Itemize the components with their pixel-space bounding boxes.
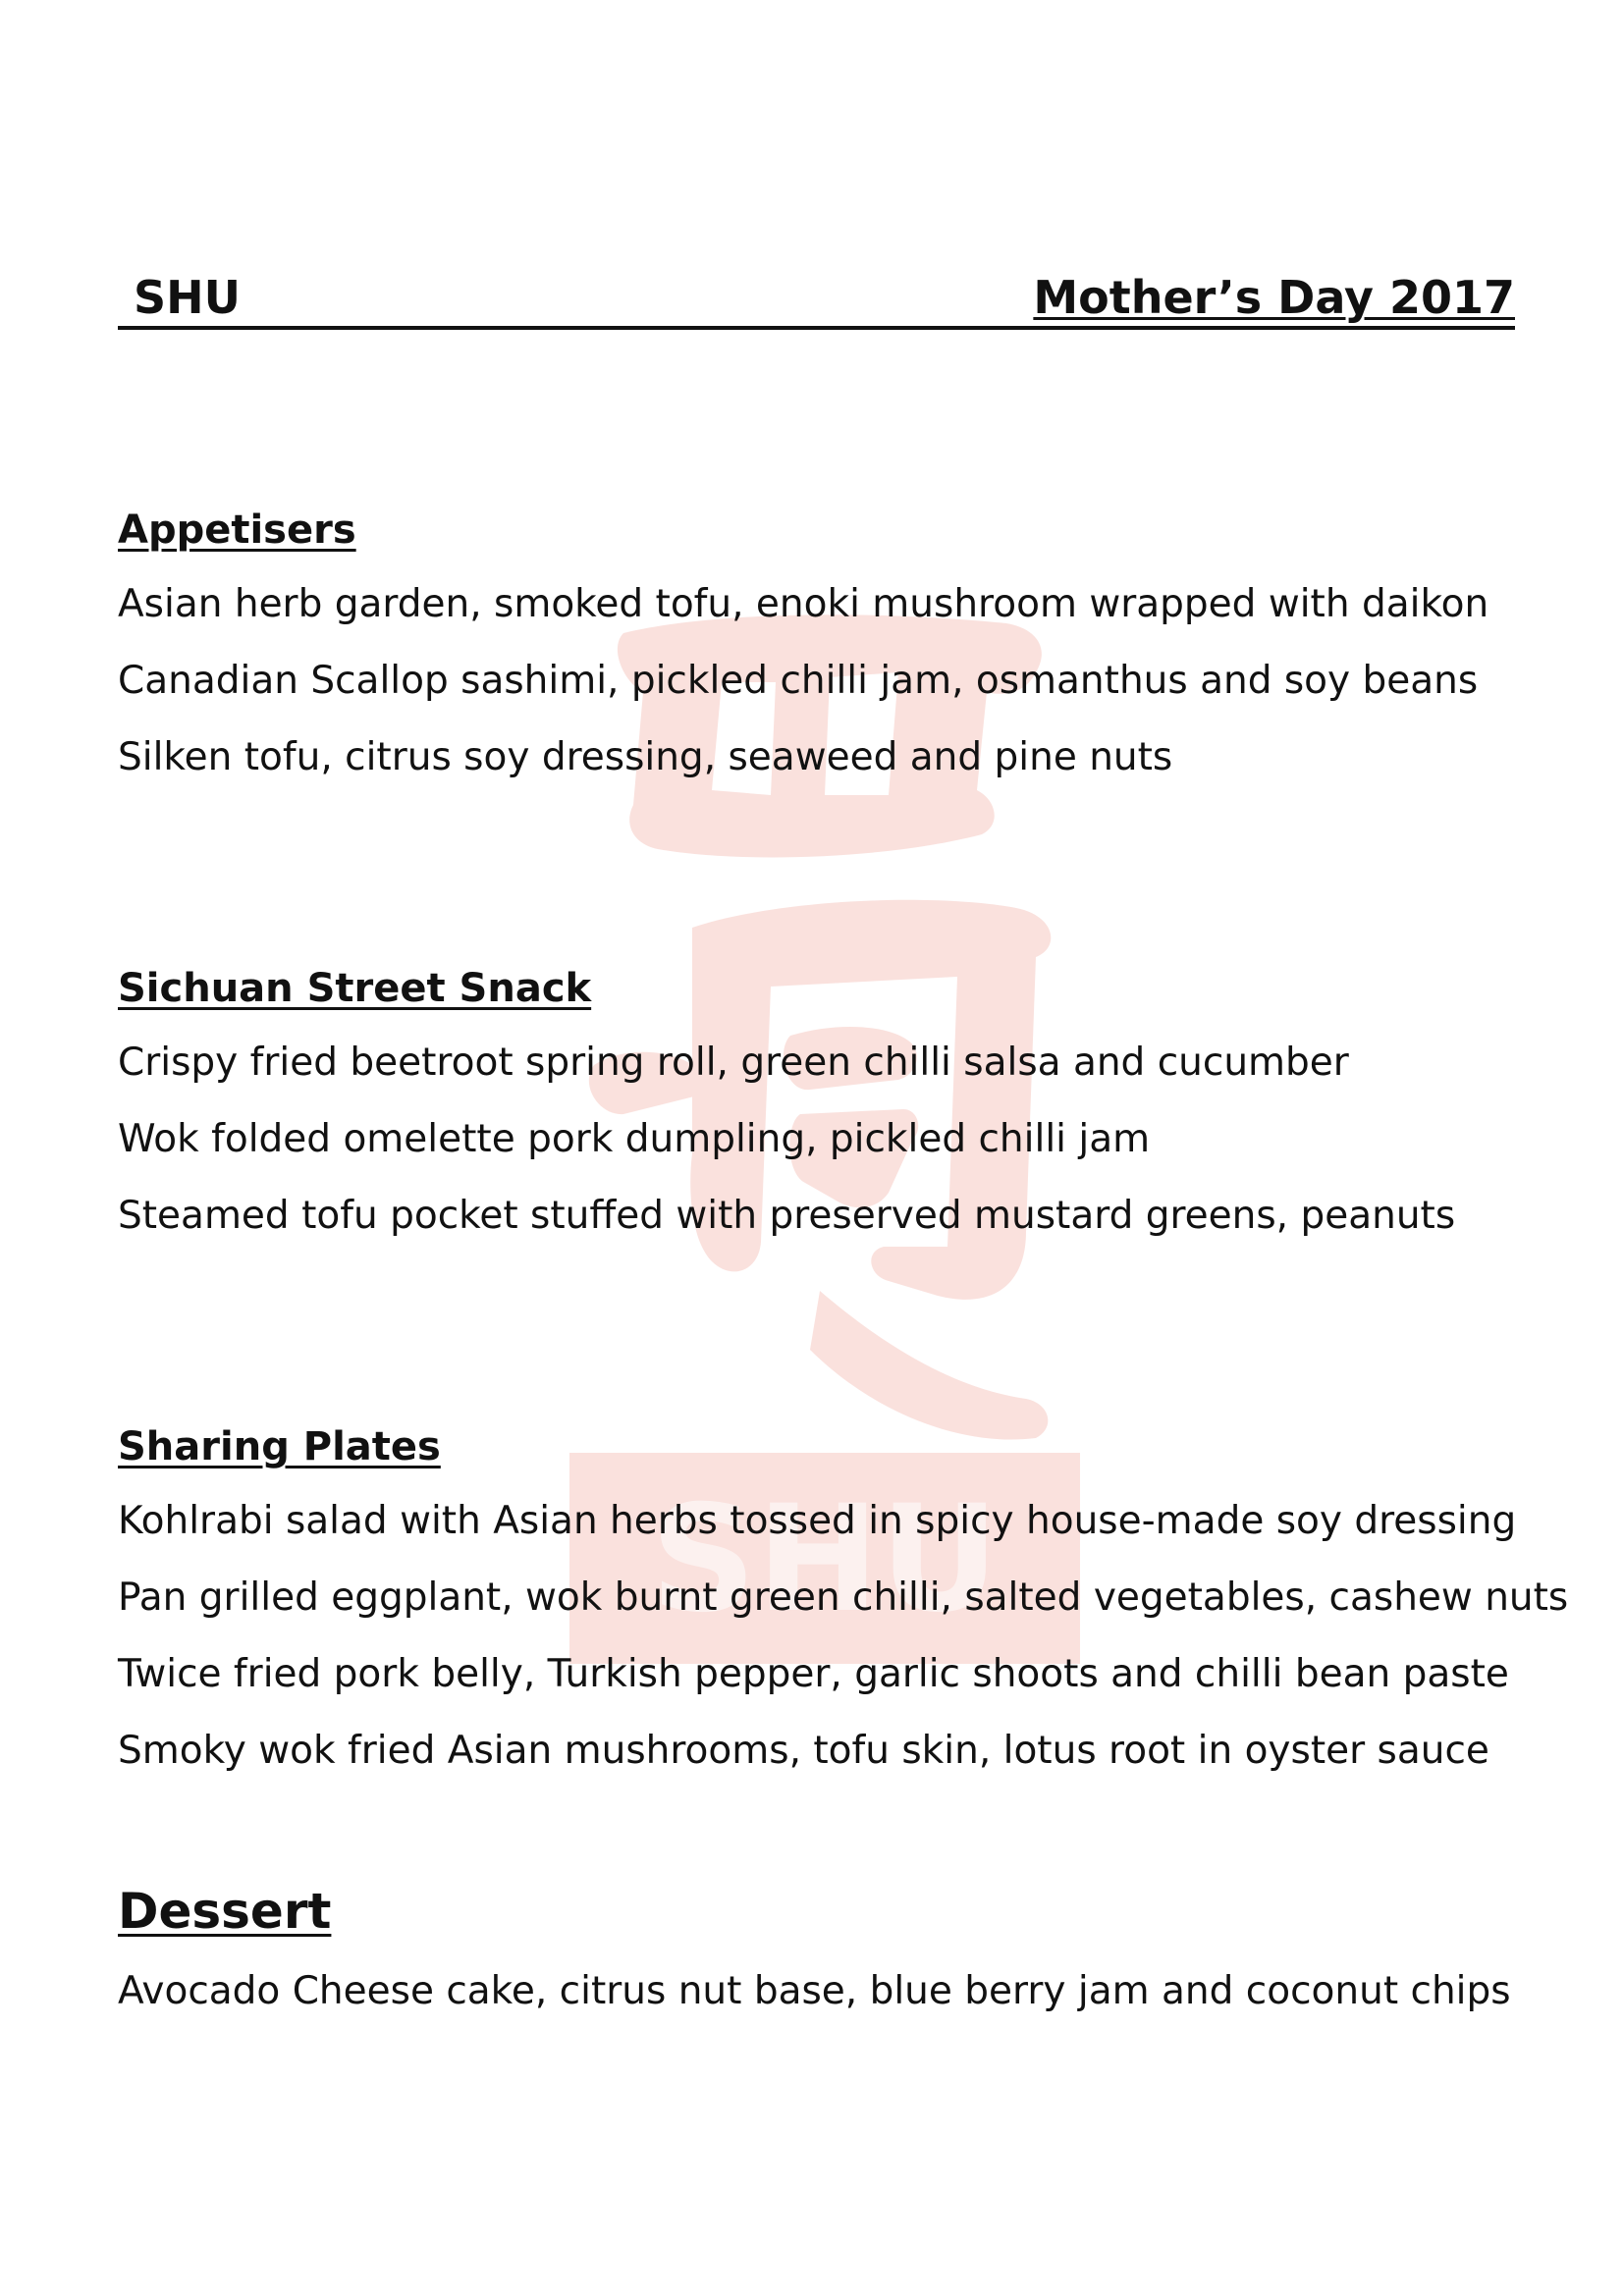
menu-item: Kohlrabi salad with Asian herbs tossed in spicy house-made soy dressing [118, 1499, 1517, 1543]
section-sichuan-street-snack [118, 952, 1561, 1255]
menu-item: Twice fried pork belly, Turkish pepper, garlic shoots and chilli bean paste [118, 1652, 1509, 1696]
menu-item: Silken tofu, citrus soy dressing, seaweed and pine nuts [118, 735, 1173, 779]
logo-text: SHU [650, 1474, 1000, 1645]
menu-header [118, 273, 1515, 330]
section-title: Sichuan Street Snack [118, 966, 592, 1011]
menu-item: Steamed tofu pocket stuffed with preserved mustard greens, peanuts [118, 1194, 1456, 1238]
section-title: Sharing Plates [118, 1424, 441, 1469]
section-appetisers [118, 494, 1561, 796]
section-sharing-plates [118, 1411, 1569, 1789]
menu-item: Canadian Scallop sashimi, pickled chilli jam, osmanthus and soy beans [118, 659, 1479, 703]
section-dessert [118, 1869, 1561, 2030]
menu-item: Smoky wok fried Asian mushrooms, tofu skin, lotus root in oyster sauce [118, 1729, 1489, 1773]
menu-item: Wok folded omelette pork dumpling, pickled chilli jam [118, 1117, 1151, 1161]
event-title: Mother’s Day 2017 [1033, 271, 1515, 324]
menu-item: Crispy fried beetroot spring roll, green chilli salsa and cucumber [118, 1041, 1349, 1085]
section-title: Dessert [118, 1883, 332, 1940]
menu-item: Avocado Cheese cake, citrus nut base, blue berry jam and coconut chips [118, 1969, 1511, 2013]
section-title: Appetisers [118, 507, 356, 553]
menu-item: Asian herb garden, smoked tofu, enoki mushroom wrapped with daikon [118, 582, 1489, 626]
brand-name: SHU [134, 271, 241, 324]
menu-item: Pan grilled eggplant, wok burnt green chilli, salted vegetables, cashew nuts [118, 1575, 1569, 1620]
